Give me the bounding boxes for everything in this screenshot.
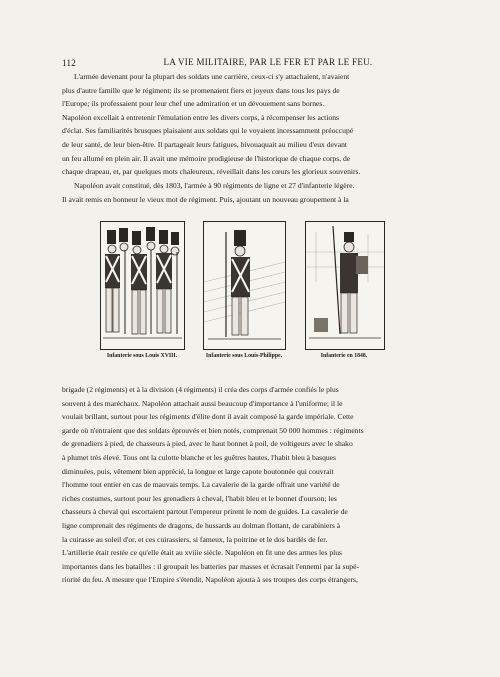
text-line: importantes dans les batailles : il groupait les batteries par masses et écrasait l'ennemi par la supé- [62, 561, 360, 571]
page-number: 112 [62, 58, 77, 68]
figure-caption: Infanterie en 1848. [320, 353, 368, 359]
text-line: souvent à des maréchaux. Napoléon attachait aussi beaucoup d'importance à l'uniforme; il le [62, 398, 343, 408]
paragraph-3 [62, 383, 434, 587]
text-line: un feu allumé en plein air. Il avait une mémoire prodigieuse de l'historique de chaque corps, de [62, 153, 351, 163]
paragraph-1 [62, 70, 434, 179]
figure-caption: Infanterie sous Louis XVIII. [106, 353, 178, 359]
paragraph-2 [62, 179, 434, 206]
running-head [62, 57, 434, 71]
text-line: la cuirasse au soleil d'or, et ces cuirassiers, si fameux, la poitrine et le dos bardés de fer. [62, 534, 328, 544]
text-line: riches costumes, surtout pour les grenadiers à cheval, l'habit bleu et le bonnet d'ourson; les [62, 493, 337, 503]
text-line: Napoléon avait constitué, dès 1803, l'armée à 90 régiments de ligne et 27 d'infanterie légère. [74, 181, 355, 190]
text-line: de leur santé, de leur bien-être. Il partageait leurs fatigues, bivouaquait au milieu d'eux devant [62, 139, 347, 149]
text-line: diminuées, puis, vêtement bien apprécié, la longue et large capote boutonnée qui couvrait [62, 466, 334, 476]
text-line: de grenadiers à pied, de chasseurs à pied, avec le haut bonnet à poil, de voltigeurs avec le shako [62, 439, 353, 449]
text-line: L'artillerie était restée ce qu'elle était au xviiie siècle. Napoléon en fit une des armes les plus [62, 548, 343, 558]
text-line: l'Europe; ils professaient pour leur chef une admiration et un dévouement sans bornes. [62, 99, 325, 109]
text-line: Napoléon excellait à entretenir l'émulation entre les divers corps, à récompenser les actions [62, 112, 339, 122]
text-line: brigade (2 régiments) et à la division (4 régiments) il créa des corps d'armée confiés le plus [62, 385, 339, 394]
illustration-infantry-louis-philippe [203, 221, 286, 350]
text-line: riorité du feu. A mesure que l'Empire s'étendit, Napoléon ajouta à ses troupes des corps étrangers, [62, 575, 358, 585]
text-line: plus d'autre famille que le régiment; ils se promenaient fiers et joyeux dans tous les pays de [62, 85, 340, 95]
text-line: chasseurs à cheval qui escortaient partout l'empereur prirent le nom de guides. La cavalerie de [62, 507, 348, 517]
text-line: Il avait remis en honneur le vieux mot de régiment. Puis, ajoutant un nouveau groupement à la [62, 194, 349, 204]
figure-caption: Infanterie sous Louis-Philippe. [205, 353, 283, 359]
text-line: garde où n'entraient que des soldats éprouvés et bien notés, comprenait 50 000 hommes : régiments [62, 425, 364, 435]
illustration-infantry-1848 [305, 221, 385, 350]
text-line: chaque drapeau, et, par quelques mots chaleureux, réveillait dans les cœurs les glorieux souvenirs. [62, 167, 361, 177]
text-line: d'éclat. Ses familiarités brusques plaisaient aux soldats qui le voyaient incessamment préoccupé [62, 126, 354, 136]
text-line: à plumet très élevé. Tous ont la culotte blanche et les guêtres hautes, l'habit bleu à basques [62, 452, 336, 462]
text-line: L'armée devenant pour la plupart des soldats une carrière, ceux-ci s'y attachaient, n'avaient [74, 72, 350, 81]
illustration-infantry-louis-xviii [100, 221, 185, 350]
text-line: voulait brillant, surtout pour les régiments d'élite dont il avait composé la garde impériale. Cette [62, 412, 354, 422]
running-title: LA VIE MILITAIRE, PAR LE FER ET PAR LE FEU. [163, 57, 373, 67]
text-line: l'homme tout entier en cas de mauvais temps. La cavalerie de la garde offrait une variété de [62, 480, 340, 490]
text-line: ligne comprenait des régiments de dragons, de hussards au dolman flottant, de carabiniers à [62, 520, 341, 530]
